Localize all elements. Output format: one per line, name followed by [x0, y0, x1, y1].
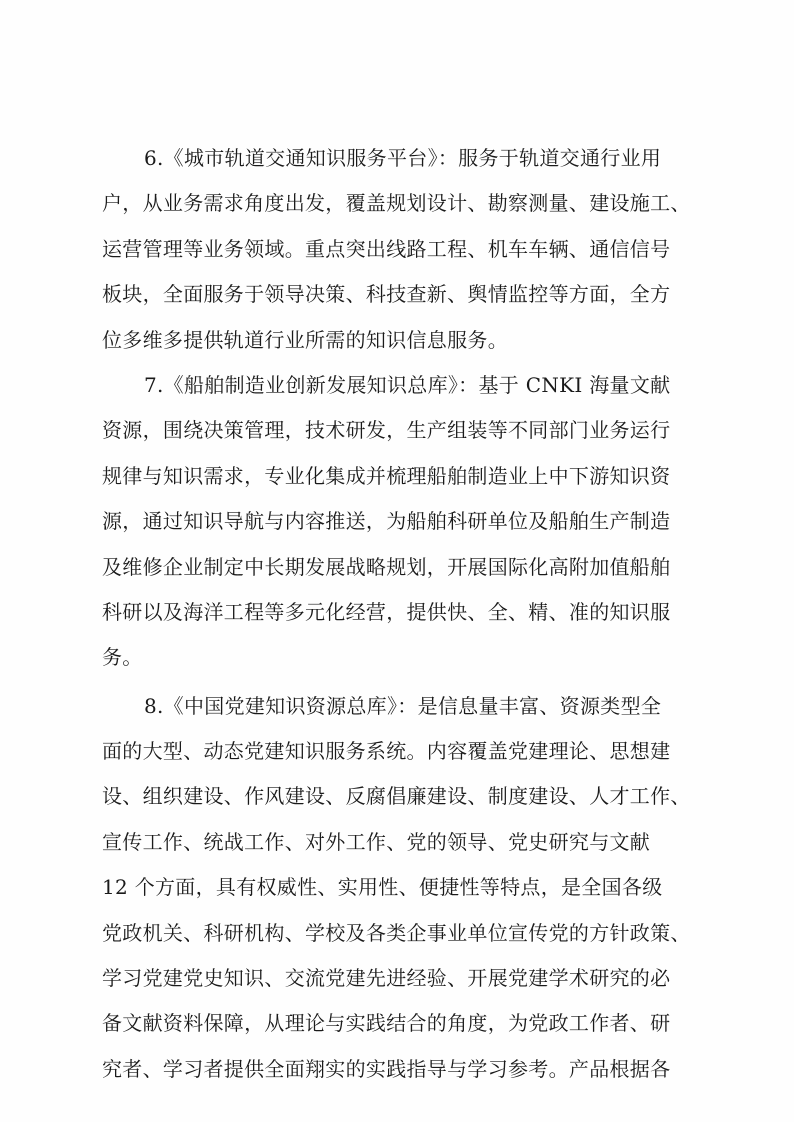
- text-line: 资源，围绕决策管理，技术研发，生产组装等不同部门业务运行: [102, 418, 671, 443]
- text-line: 及维修企业制定中长期发展战略规划，开展国际化高附加值船舶: [102, 554, 671, 579]
- text-line: 设、组织建设、作风建设、反腐倡廉建设、制度建设、人才工作、: [102, 784, 691, 809]
- text-line: 科研以及海洋工程等多元化经营，提供快、全、精、准的知识服: [102, 599, 671, 624]
- text-line: 8.《中国党建知识资源总库》：是信息量丰富、资源类型全: [144, 693, 662, 718]
- text-line: 位多维多提供轨道行业所需的知识信息服务。: [102, 327, 508, 352]
- text-line: 7.《船舶制造业创新发展知识总库》：基于 CNKI 海量文献: [144, 372, 671, 397]
- text-line: 务。: [102, 645, 143, 670]
- paragraph-8: [102, 684, 690, 1093]
- text-line: 备文献资料保障，从理论与实践结合的角度，为党政工作者、研: [102, 1011, 671, 1036]
- text-line: 板块，全面服务于领导决策、科技查新、舆情监控等方面，全方: [102, 282, 671, 307]
- text-line: 学习党建党史知识、交流党建先进经验、开展党建学术研究的必: [102, 966, 671, 991]
- text-line: 12 个方面，具有权威性、实用性、便捷性等特点，是全国各级: [102, 875, 663, 900]
- document-body: [102, 136, 690, 1092]
- text-line: 面的大型、动态党建知识服务系统。内容覆盖党建理论、思想建: [102, 739, 671, 764]
- paragraph-7: [102, 363, 690, 681]
- text-line: 党政机关、科研机构、学校及各类企事业单位宣传党的方针政策、: [102, 920, 691, 945]
- text-line: 6.《城市轨道交通知识服务平台》：服务于轨道交通行业用: [144, 146, 662, 170]
- text-line: 规律与知识需求，专业化集成并梳理船舶制造业上中下游知识资: [102, 463, 671, 488]
- text-line: 运营管理等业务领域。重点突出线路工程、机车车辆、通信信号: [102, 236, 671, 261]
- text-line: 宣传工作、统战工作、对外工作、党的领导、党史研究与文献: [102, 829, 651, 854]
- paragraph-6: [102, 136, 690, 363]
- text-line: 究者、学习者提供全面翔实的实践指导与学习参考。产品根据各: [102, 1056, 671, 1081]
- text-line: 源，通过知识导航与内容推送，为船舶科研单位及船舶生产制造: [102, 509, 671, 534]
- text-line: 户，从业务需求角度出发，覆盖规划设计、勘察测量、建设施工、: [102, 191, 691, 216]
